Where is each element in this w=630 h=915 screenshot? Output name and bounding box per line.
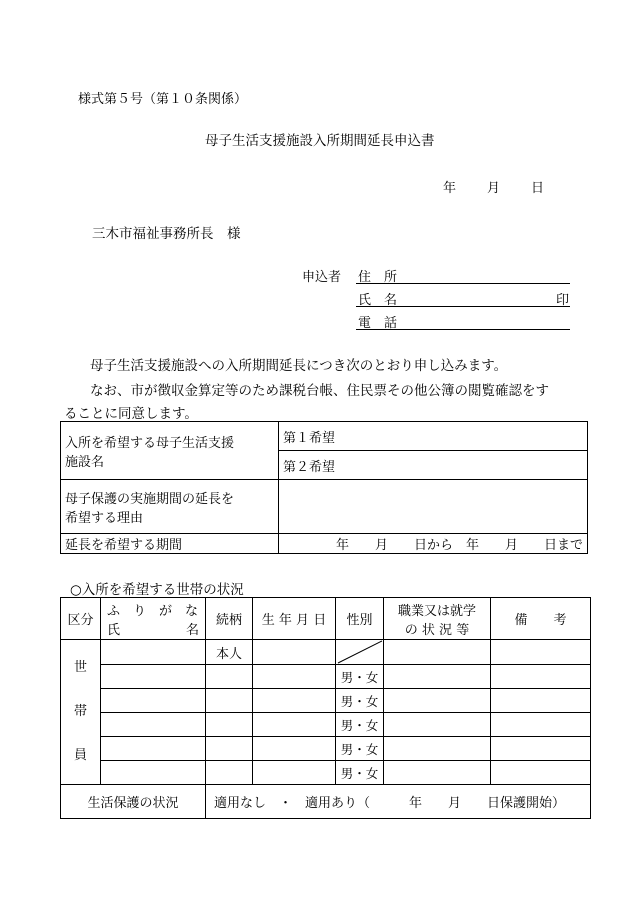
choice-2-label: 第２希望 xyxy=(283,459,336,475)
member-job-cell[interactable] xyxy=(384,665,491,689)
household-group-label xyxy=(61,640,101,785)
address-underline xyxy=(356,283,570,284)
member-birth-cell[interactable] xyxy=(253,737,336,761)
sex-option: 男・女 xyxy=(340,669,379,685)
self-label: 本人 xyxy=(215,646,242,662)
applicant-label: 申込者 xyxy=(302,270,342,285)
choice-1-cell[interactable] xyxy=(279,422,588,451)
period-label-cell xyxy=(61,534,279,554)
phone-underline xyxy=(356,329,570,330)
section-heading: ○入所を希望する世帯の状況 xyxy=(70,582,244,598)
sex-option: 男・女 xyxy=(340,717,379,733)
reason-label-cell xyxy=(61,480,279,534)
period-label: 延長を希望する期間 xyxy=(65,538,183,553)
application-table xyxy=(60,421,588,554)
welfare-value-cell[interactable] xyxy=(206,785,591,819)
member-job-cell[interactable] xyxy=(384,640,491,665)
header-shimei xyxy=(107,619,199,638)
member-name-cell[interactable] xyxy=(101,665,206,689)
member-name-cell[interactable] xyxy=(101,713,206,737)
member-job-cell[interactable] xyxy=(384,713,491,737)
reason-label-line-1: 母子保護の実施期間の延長を xyxy=(65,491,235,507)
member-name-cell[interactable] xyxy=(101,761,206,785)
member-sex-cell[interactable] xyxy=(336,737,384,761)
choice-2-cell[interactable] xyxy=(279,451,588,480)
sex-option: 男・女 xyxy=(340,741,379,757)
period-value: 年 月 日から 年 月 日まで xyxy=(335,538,583,553)
name-label: 氏 名 xyxy=(358,293,398,308)
header-shimei-2: 名 xyxy=(185,622,199,638)
member-name-cell[interactable] xyxy=(101,689,206,713)
welfare-label: 生活保護の状況 xyxy=(87,796,179,811)
facility-label-line-2: 施設名 xyxy=(65,454,105,470)
member-remarks-cell[interactable] xyxy=(491,689,591,713)
member-relation-cell[interactable] xyxy=(206,665,253,689)
member-job-cell[interactable] xyxy=(384,737,491,761)
page-title: 母子生活支援施設入所期間延長申込書 xyxy=(205,133,435,149)
member-relation-cell[interactable] xyxy=(206,689,253,713)
member-remarks-cell[interactable] xyxy=(491,640,591,665)
sex-option: 男・女 xyxy=(340,693,379,709)
reason-input-cell[interactable] xyxy=(279,480,588,534)
member-birth-cell[interactable] xyxy=(253,640,336,665)
body-line-3: ることに同意します。 xyxy=(64,406,198,422)
welfare-value: 適用なし ・ 適用あり（ 年 月 日保護開始） xyxy=(214,796,566,811)
member-relation-cell xyxy=(206,640,253,665)
phone-label: 電 話 xyxy=(358,316,398,331)
choice-1-label: 第１希望 xyxy=(283,430,336,446)
group-char-1: 世 xyxy=(73,660,87,675)
member-relation-cell[interactable] xyxy=(206,737,253,761)
header-job-line-1: 職業又は就学 xyxy=(397,603,476,619)
member-remarks-cell[interactable] xyxy=(491,737,591,761)
header-relation: 続柄 xyxy=(206,598,253,640)
header-job-line-2: の 状 況 等 xyxy=(404,622,470,638)
header-furigana: ふ り が な xyxy=(107,603,199,619)
member-remarks-cell[interactable] xyxy=(491,665,591,689)
body-line-2: なお、市が徴収金算定等のため課税台帳、住民票その他公簿の閲覧確認をす xyxy=(90,383,549,399)
member-sex-cell[interactable] xyxy=(336,665,384,689)
addressee: 三木市福祉事務所長 様 xyxy=(92,226,241,242)
seal-mark: 印 xyxy=(556,293,570,308)
member-birth-cell[interactable] xyxy=(253,761,336,785)
header-sex: 性別 xyxy=(336,598,384,640)
form-number: 様式第５号（第１０条関係） xyxy=(78,92,248,107)
body-line-1: 母子生活支援施設への入所期間延長につき次のとおり申し込みます。 xyxy=(90,358,508,374)
member-sex-cell-self xyxy=(336,640,384,665)
group-char-2: 帯 xyxy=(73,704,87,719)
header-kubun: 区分 xyxy=(61,598,101,640)
name-underline xyxy=(356,306,570,307)
member-sex-cell[interactable] xyxy=(336,713,384,737)
member-job-cell[interactable] xyxy=(384,761,491,785)
member-remarks-cell[interactable] xyxy=(491,713,591,737)
member-birth-cell[interactable] xyxy=(253,713,336,737)
date-year: 年 xyxy=(443,181,457,196)
member-name-cell[interactable] xyxy=(101,737,206,761)
reason-label-line-2: 希望する理由 xyxy=(65,510,144,526)
header-name xyxy=(101,598,206,640)
address-label: 住 所 xyxy=(358,270,398,285)
household-table xyxy=(60,597,591,819)
member-relation-cell[interactable] xyxy=(206,713,253,737)
period-value-cell[interactable] xyxy=(279,534,588,554)
welfare-label-cell xyxy=(61,785,206,819)
facility-label-cell xyxy=(61,422,279,480)
header-shimei-1: 氏 xyxy=(107,622,121,638)
date-day: 日 xyxy=(531,181,545,196)
header-remarks: 備 考 xyxy=(491,598,591,640)
member-birth-cell[interactable] xyxy=(253,689,336,713)
sex-option: 男・女 xyxy=(340,765,379,781)
header-birth: 生 年 月 日 xyxy=(253,598,336,640)
facility-label-line-1: 入所を希望する母子生活支援 xyxy=(65,435,235,451)
header-job xyxy=(384,598,491,640)
group-char-3: 員 xyxy=(73,748,87,763)
member-job-cell[interactable] xyxy=(384,689,491,713)
diagonal-slash xyxy=(336,640,384,664)
member-sex-cell[interactable] xyxy=(336,761,384,785)
member-birth-cell[interactable] xyxy=(253,665,336,689)
member-sex-cell[interactable] xyxy=(336,689,384,713)
member-remarks-cell[interactable] xyxy=(491,761,591,785)
date-month: 月 xyxy=(487,181,501,196)
member-name-cell[interactable] xyxy=(101,640,206,665)
member-relation-cell[interactable] xyxy=(206,761,253,785)
